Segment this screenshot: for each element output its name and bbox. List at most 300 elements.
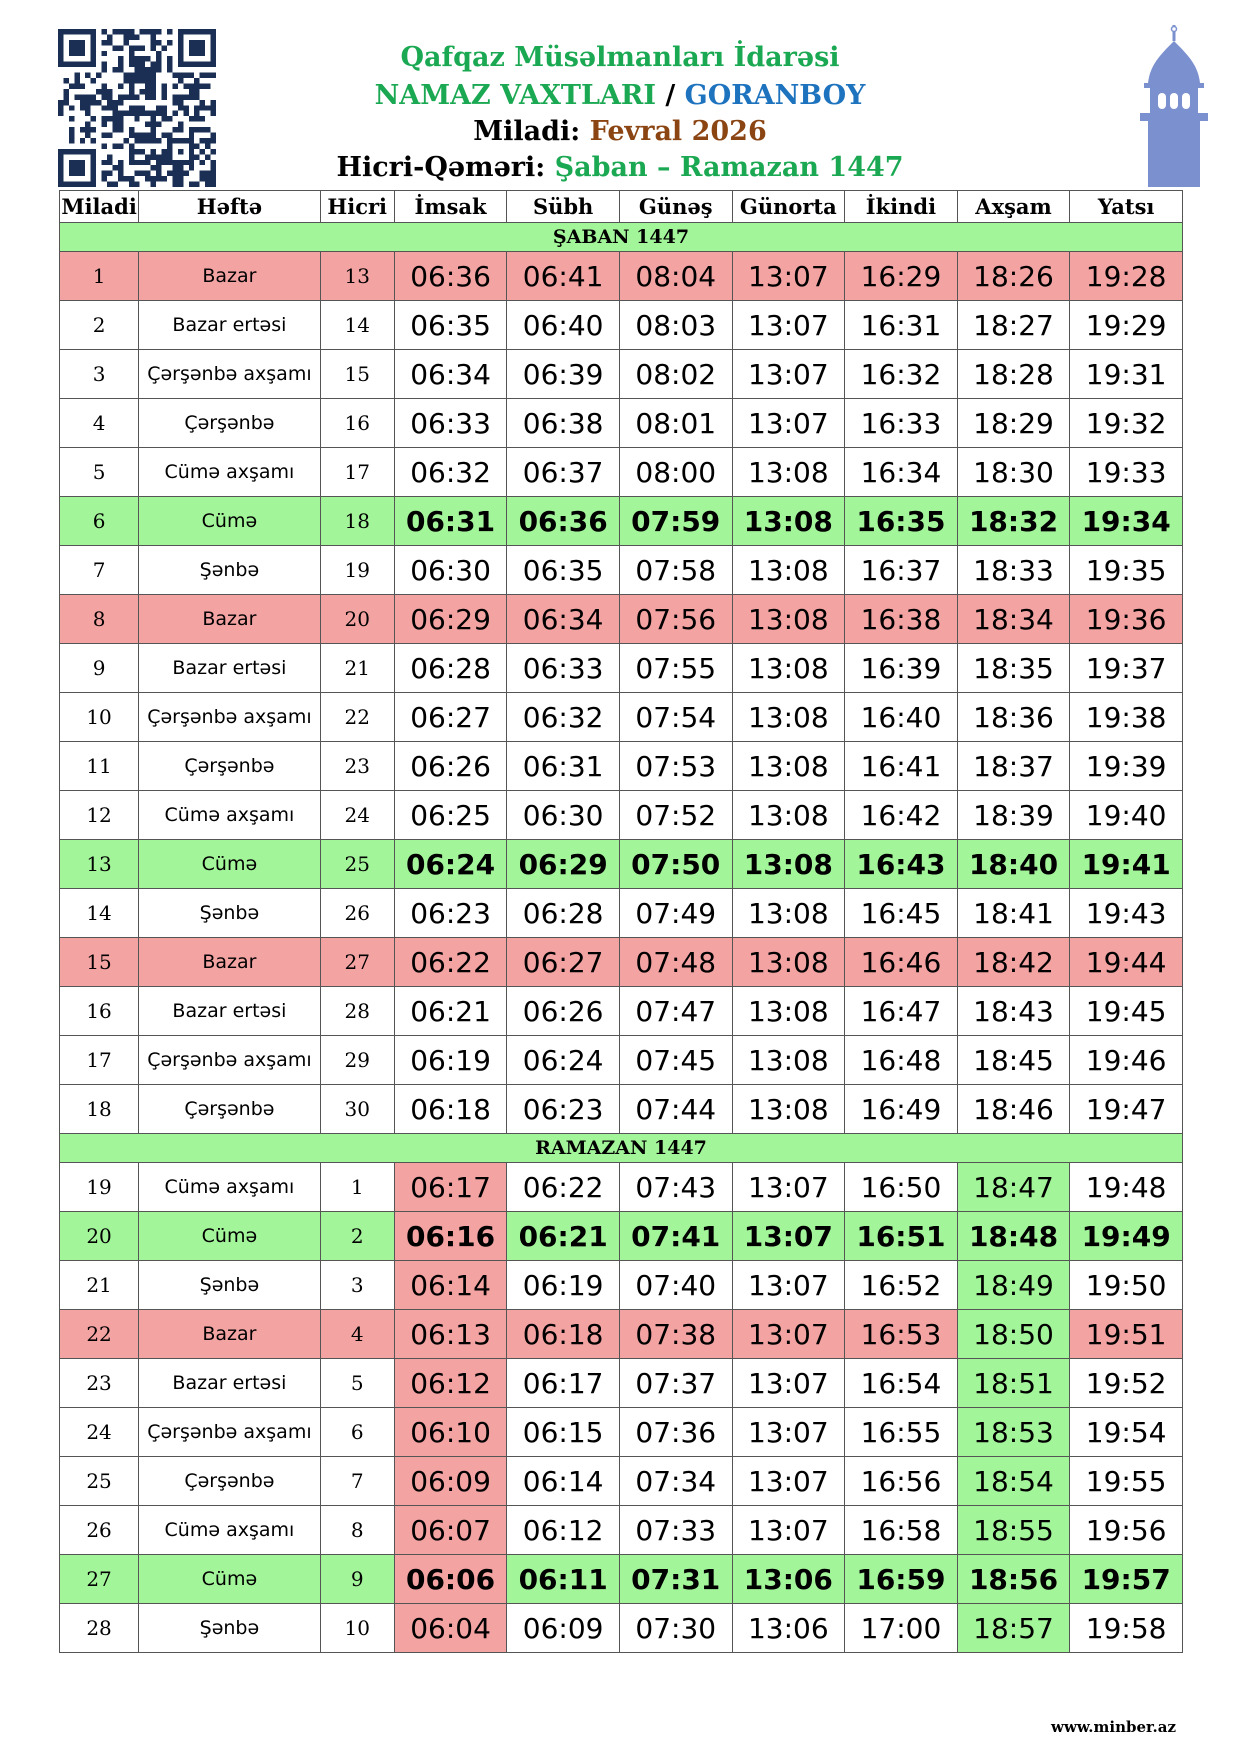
cell-ikindi: 16:54 [845,1359,958,1408]
cell-imsak: 06:34 [394,350,507,399]
table-row [60,497,1183,546]
cell-hijri: 7 [320,1457,394,1506]
cell-subh: 06:22 [507,1163,620,1212]
cell-axsam: 18:46 [957,1085,1070,1134]
cell-imsak: 06:33 [394,399,507,448]
cell-subh: 06:15 [507,1408,620,1457]
cell-gunorta: 13:07 [732,1506,845,1555]
cell-imsak: 06:19 [394,1036,507,1085]
cell-gunes: 07:47 [619,987,732,1036]
cell-imsak: 06:06 [394,1555,507,1604]
cell-hijri: 14 [320,301,394,350]
col-header-week: Həftə [139,191,321,223]
cell-axsam: 18:40 [957,840,1070,889]
cell-week: Cümə [139,840,321,889]
cell-ikindi: 16:58 [845,1506,958,1555]
cell-gunes: 08:02 [619,350,732,399]
table-row [60,252,1183,301]
cell-ikindi: 16:50 [845,1163,958,1212]
title-prayer-times: NAMAZ VAXTLARI [374,80,656,111]
cell-subh: 06:35 [507,546,620,595]
cell-ikindi: 16:31 [845,301,958,350]
cell-imsak: 06:28 [394,644,507,693]
cell-axsam: 18:54 [957,1457,1070,1506]
cell-axsam: 18:55 [957,1506,1070,1555]
cell-axsam: 18:57 [957,1604,1070,1653]
cell-miladi: 13 [60,840,139,889]
cell-hijri: 4 [320,1310,394,1359]
cell-hijri: 26 [320,889,394,938]
cell-yatsi: 19:57 [1070,1555,1183,1604]
cell-subh: 06:28 [507,889,620,938]
cell-imsak: 06:18 [394,1085,507,1134]
cell-axsam: 18:35 [957,644,1070,693]
col-header-subh: Sübh [507,191,620,223]
cell-ikindi: 16:47 [845,987,958,1036]
cell-week: Cümə [139,497,321,546]
cell-ikindi: 16:37 [845,546,958,595]
cell-week: Çərşənbə axşamı [139,350,321,399]
cell-axsam: 18:41 [957,889,1070,938]
cell-subh: 06:21 [507,1212,620,1261]
col-header-ikindi: İkindi [845,191,958,223]
table-row [60,301,1183,350]
cell-gunes: 07:50 [619,840,732,889]
cell-week: Çərşənbə [139,1457,321,1506]
cell-gunes: 08:04 [619,252,732,301]
cell-miladi: 25 [60,1457,139,1506]
cell-week: Çərşənbə [139,742,321,791]
cell-ikindi: 16:38 [845,595,958,644]
cell-imsak: 06:27 [394,693,507,742]
cell-gunorta: 13:07 [732,1310,845,1359]
cell-hijri: 30 [320,1085,394,1134]
table-row [60,987,1183,1036]
cell-miladi: 18 [60,1085,139,1134]
cell-miladi: 17 [60,1036,139,1085]
section-title: RAMAZAN 1447 [60,1134,1183,1163]
section-title: ŞABAN 1447 [60,223,1183,252]
table-row [60,1555,1183,1604]
cell-gunes: 07:58 [619,546,732,595]
table-row [60,791,1183,840]
table-row [60,889,1183,938]
cell-week: Şənbə [139,1604,321,1653]
cell-hijri: 8 [320,1506,394,1555]
cell-subh: 06:32 [507,693,620,742]
cell-ikindi: 16:45 [845,889,958,938]
table-row [60,1457,1183,1506]
cell-gunes: 07:40 [619,1261,732,1310]
table-row [60,1085,1183,1134]
section-header-row [60,1134,1183,1163]
cell-yatsi: 19:47 [1070,1085,1183,1134]
cell-gunorta: 13:07 [732,1408,845,1457]
cell-imsak: 06:35 [394,301,507,350]
col-header-gunorta: Günorta [732,191,845,223]
cell-ikindi: 16:51 [845,1212,958,1261]
cell-gunes: 07:48 [619,938,732,987]
cell-ikindi: 16:39 [845,644,958,693]
cell-subh: 06:37 [507,448,620,497]
table-row [60,595,1183,644]
cell-hijri: 19 [320,546,394,595]
table-row [60,1359,1183,1408]
cell-yatsi: 19:43 [1070,889,1183,938]
cell-axsam: 18:47 [957,1163,1070,1212]
cell-week: Cümə axşamı [139,791,321,840]
cell-subh: 06:30 [507,791,620,840]
hijri-value: Şaban – Ramazan 1447 [554,152,904,183]
cell-miladi: 19 [60,1163,139,1212]
table-row [60,840,1183,889]
organization-title: Qafqaz Müsəlmanları İdarəsi [400,42,840,73]
table-row [60,938,1183,987]
cell-gunorta: 13:08 [732,693,845,742]
cell-ikindi: 16:48 [845,1036,958,1085]
cell-ikindi: 16:56 [845,1457,958,1506]
cell-subh: 06:11 [507,1555,620,1604]
cell-week: Cümə [139,1212,321,1261]
cell-gunes: 08:00 [619,448,732,497]
cell-hijri: 1 [320,1163,394,1212]
cell-ikindi: 16:42 [845,791,958,840]
cell-gunes: 07:30 [619,1604,732,1653]
table-row [60,1604,1183,1653]
cell-week: Çərşənbə axşamı [139,1408,321,1457]
cell-imsak: 06:12 [394,1359,507,1408]
cell-axsam: 18:48 [957,1212,1070,1261]
cell-gunorta: 13:06 [732,1604,845,1653]
cell-gunes: 08:01 [619,399,732,448]
cell-gunorta: 13:07 [732,1261,845,1310]
cell-hijri: 27 [320,938,394,987]
cell-yatsi: 19:55 [1070,1457,1183,1506]
cell-yatsi: 19:31 [1070,350,1183,399]
cell-gunes: 07:49 [619,889,732,938]
cell-subh: 06:39 [507,350,620,399]
cell-week: Çərşənbə axşamı [139,1036,321,1085]
cell-gunorta: 13:06 [732,1555,845,1604]
cell-week: Şənbə [139,546,321,595]
cell-yatsi: 19:44 [1070,938,1183,987]
cell-imsak: 06:29 [394,595,507,644]
cell-axsam: 18:36 [957,693,1070,742]
minaret-icon [1130,25,1218,187]
table-row [60,742,1183,791]
cell-subh: 06:24 [507,1036,620,1085]
cell-miladi: 15 [60,938,139,987]
cell-yatsi: 19:48 [1070,1163,1183,1212]
title-separator: / [655,80,685,111]
cell-miladi: 4 [60,399,139,448]
cell-subh: 06:40 [507,301,620,350]
cell-subh: 06:12 [507,1506,620,1555]
cell-miladi: 1 [60,252,139,301]
cell-week: Cümə axşamı [139,1163,321,1212]
cell-week: Çərşənbə axşamı [139,693,321,742]
cell-yatsi: 19:28 [1070,252,1183,301]
cell-axsam: 18:53 [957,1408,1070,1457]
cell-miladi: 10 [60,693,139,742]
cell-gunes: 07:59 [619,497,732,546]
cell-imsak: 06:09 [394,1457,507,1506]
table-row [60,1310,1183,1359]
cell-gunorta: 13:07 [732,399,845,448]
cell-gunorta: 13:07 [732,1359,845,1408]
cell-subh: 06:19 [507,1261,620,1310]
cell-miladi: 23 [60,1359,139,1408]
table-row [60,399,1183,448]
cell-gunes: 07:38 [619,1310,732,1359]
gregorian-month [200,116,1040,147]
cell-ikindi: 16:34 [845,448,958,497]
cell-axsam: 18:26 [957,252,1070,301]
cell-hijri: 16 [320,399,394,448]
page-title [200,80,1040,111]
table-header-row [60,191,1183,223]
cell-yatsi: 19:36 [1070,595,1183,644]
cell-gunorta: 13:08 [732,1085,845,1134]
cell-ikindi: 16:29 [845,252,958,301]
cell-miladi: 7 [60,546,139,595]
cell-ikindi: 16:59 [845,1555,958,1604]
cell-gunorta: 13:08 [732,448,845,497]
cell-miladi: 11 [60,742,139,791]
cell-gunorta: 13:08 [732,987,845,1036]
cell-yatsi: 19:37 [1070,644,1183,693]
cell-axsam: 18:33 [957,546,1070,595]
cell-hijri: 17 [320,448,394,497]
cell-week: Çərşənbə [139,1085,321,1134]
col-header-yatsi: Yatsı [1070,191,1183,223]
col-header-imsak: İmsak [394,191,507,223]
table-row [60,693,1183,742]
table-row [60,546,1183,595]
cell-yatsi: 19:41 [1070,840,1183,889]
cell-axsam: 18:43 [957,987,1070,1036]
cell-miladi: 24 [60,1408,139,1457]
cell-ikindi: 16:33 [845,399,958,448]
cell-hijri: 15 [320,350,394,399]
cell-miladi: 3 [60,350,139,399]
cell-yatsi: 19:52 [1070,1359,1183,1408]
cell-week: Bazar ertəsi [139,301,321,350]
cell-gunorta: 13:07 [732,252,845,301]
cell-gunorta: 13:08 [732,791,845,840]
cell-gunorta: 13:07 [732,301,845,350]
cell-axsam: 18:30 [957,448,1070,497]
cell-yatsi: 19:58 [1070,1604,1183,1653]
cell-hijri: 13 [320,252,394,301]
cell-miladi: 28 [60,1604,139,1653]
cell-yatsi: 19:49 [1070,1212,1183,1261]
cell-miladi: 27 [60,1555,139,1604]
cell-yatsi: 19:54 [1070,1408,1183,1457]
qr-code [58,29,216,187]
cell-ikindi: 16:53 [845,1310,958,1359]
cell-subh: 06:09 [507,1604,620,1653]
cell-week: Çərşənbə [139,399,321,448]
cell-gunes: 07:34 [619,1457,732,1506]
cell-week: Şənbə [139,1261,321,1310]
cell-imsak: 06:22 [394,938,507,987]
cell-yatsi: 19:51 [1070,1310,1183,1359]
cell-hijri: 24 [320,791,394,840]
cell-subh: 06:29 [507,840,620,889]
cell-week: Bazar ertəsi [139,987,321,1036]
cell-gunes: 07:45 [619,1036,732,1085]
cell-week: Bazar [139,252,321,301]
section-header-row [60,223,1183,252]
table-row [60,1212,1183,1261]
cell-gunorta: 13:08 [732,644,845,693]
cell-axsam: 18:29 [957,399,1070,448]
cell-axsam: 18:42 [957,938,1070,987]
cell-gunes: 07:53 [619,742,732,791]
cell-gunes: 07:56 [619,595,732,644]
cell-miladi: 16 [60,987,139,1036]
col-header-axsam: Axşam [957,191,1070,223]
table-row [60,1036,1183,1085]
cell-gunes: 07:43 [619,1163,732,1212]
cell-ikindi: 16:32 [845,350,958,399]
cell-imsak: 06:36 [394,252,507,301]
cell-ikindi: 16:46 [845,938,958,987]
cell-subh: 06:14 [507,1457,620,1506]
cell-axsam: 18:45 [957,1036,1070,1085]
cell-ikindi: 16:35 [845,497,958,546]
cell-imsak: 06:32 [394,448,507,497]
cell-miladi: 14 [60,889,139,938]
cell-ikindi: 16:40 [845,693,958,742]
cell-yatsi: 19:46 [1070,1036,1183,1085]
cell-gunes: 07:37 [619,1359,732,1408]
cell-axsam: 18:32 [957,497,1070,546]
cell-yatsi: 19:32 [1070,399,1183,448]
cell-yatsi: 19:35 [1070,546,1183,595]
cell-week: Bazar [139,1310,321,1359]
table-row [60,644,1183,693]
cell-miladi: 5 [60,448,139,497]
cell-yatsi: 19:40 [1070,791,1183,840]
cell-gunes: 07:36 [619,1408,732,1457]
cell-yatsi: 19:38 [1070,693,1183,742]
cell-imsak: 06:07 [394,1506,507,1555]
cell-hijri: 21 [320,644,394,693]
cell-gunorta: 13:08 [732,840,845,889]
cell-miladi: 8 [60,595,139,644]
cell-gunorta: 13:07 [732,1457,845,1506]
cell-axsam: 18:49 [957,1261,1070,1310]
cell-miladi: 6 [60,497,139,546]
cell-gunorta: 13:08 [732,595,845,644]
cell-ikindi: 16:55 [845,1408,958,1457]
cell-gunorta: 13:08 [732,889,845,938]
cell-axsam: 18:50 [957,1310,1070,1359]
table-row [60,1506,1183,1555]
cell-hijri: 22 [320,693,394,742]
cell-imsak: 06:26 [394,742,507,791]
cell-gunorta: 13:08 [732,546,845,595]
col-header-gunes: Günəş [619,191,732,223]
cell-hijri: 28 [320,987,394,1036]
table-row [60,1408,1183,1457]
website-link[interactable]: www.minber.az [1051,1718,1176,1736]
cell-axsam: 18:34 [957,595,1070,644]
cell-imsak: 06:31 [394,497,507,546]
cell-imsak: 06:21 [394,987,507,1036]
cell-yatsi: 19:33 [1070,448,1183,497]
cell-week: Bazar [139,938,321,987]
cell-subh: 06:41 [507,252,620,301]
cell-miladi: 20 [60,1212,139,1261]
cell-yatsi: 19:50 [1070,1261,1183,1310]
cell-miladi: 9 [60,644,139,693]
cell-subh: 06:33 [507,644,620,693]
cell-hijri: 6 [320,1408,394,1457]
cell-yatsi: 19:39 [1070,742,1183,791]
cell-yatsi: 19:29 [1070,301,1183,350]
cell-miladi: 26 [60,1506,139,1555]
cell-week: Bazar ertəsi [139,1359,321,1408]
cell-ikindi: 16:43 [845,840,958,889]
cell-subh: 06:26 [507,987,620,1036]
cell-hijri: 23 [320,742,394,791]
table-row [60,1163,1183,1212]
cell-gunorta: 13:07 [732,1212,845,1261]
cell-week: Bazar [139,595,321,644]
cell-gunes: 07:41 [619,1212,732,1261]
cell-subh: 06:36 [507,497,620,546]
col-header-miladi: Miladi [60,191,139,223]
cell-ikindi: 16:49 [845,1085,958,1134]
cell-axsam: 18:27 [957,301,1070,350]
hijri-label: Hicri-Qəməri: [336,152,555,183]
cell-week: Şənbə [139,889,321,938]
prayer-times-table [59,190,1183,1653]
cell-imsak: 06:10 [394,1408,507,1457]
cell-gunorta: 13:07 [732,350,845,399]
cell-subh: 06:23 [507,1085,620,1134]
cell-yatsi: 19:56 [1070,1506,1183,1555]
cell-gunes: 07:44 [619,1085,732,1134]
cell-hijri: 5 [320,1359,394,1408]
cell-gunorta: 13:08 [732,1036,845,1085]
cell-hijri: 2 [320,1212,394,1261]
cell-imsak: 06:24 [394,840,507,889]
cell-hijri: 25 [320,840,394,889]
cell-miladi: 12 [60,791,139,840]
cell-imsak: 06:16 [394,1212,507,1261]
gregorian-value: Fevral 2026 [589,116,767,147]
cell-ikindi: 16:41 [845,742,958,791]
col-header-hijri: Hicri [320,191,394,223]
gregorian-label: Miladi: [473,116,590,147]
cell-week: Cümə axşamı [139,448,321,497]
cell-gunes: 07:54 [619,693,732,742]
cell-gunes: 08:03 [619,301,732,350]
cell-week: Cümə [139,1555,321,1604]
cell-axsam: 18:28 [957,350,1070,399]
cell-hijri: 3 [320,1261,394,1310]
cell-imsak: 06:30 [394,546,507,595]
cell-gunes: 07:31 [619,1555,732,1604]
cell-yatsi: 19:45 [1070,987,1183,1036]
cell-hijri: 20 [320,595,394,644]
cell-gunorta: 13:08 [732,497,845,546]
cell-yatsi: 19:34 [1070,497,1183,546]
